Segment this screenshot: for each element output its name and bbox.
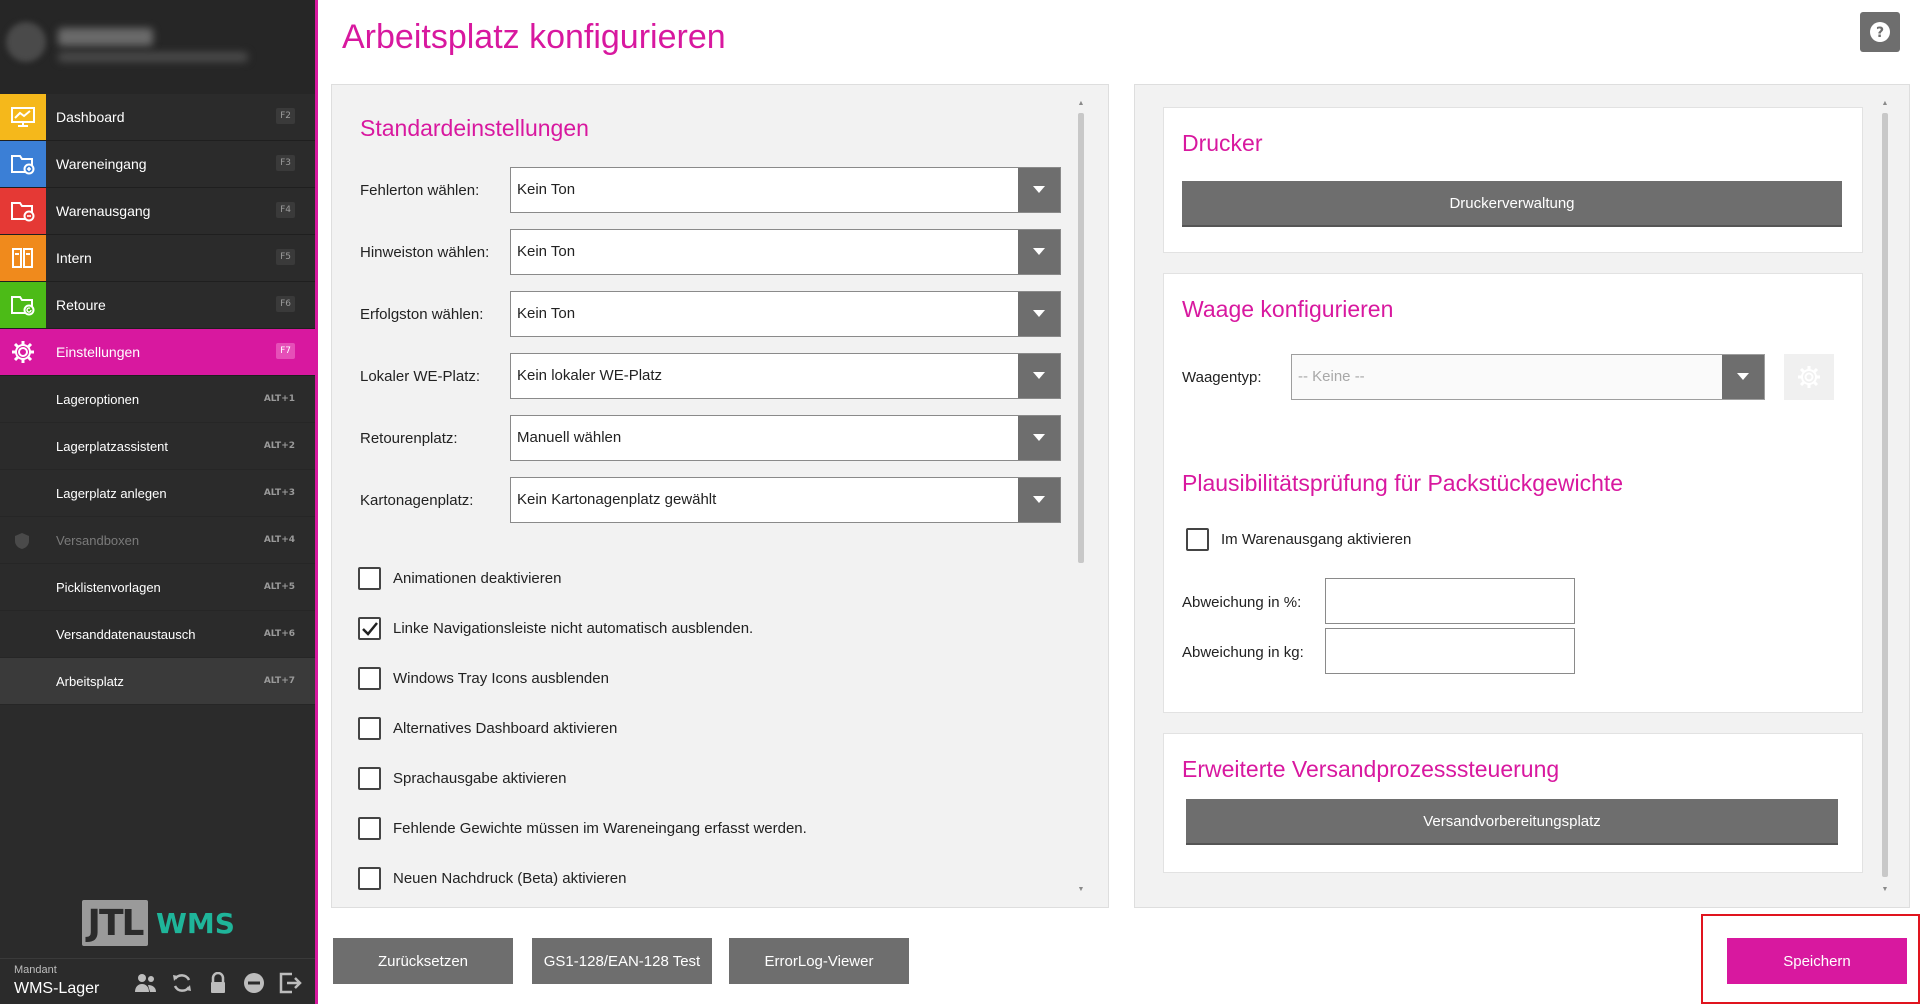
checkbox-label: Linke Navigationsleiste nicht automatisch ausblenden. bbox=[393, 620, 754, 637]
user-info-redacted bbox=[58, 52, 248, 62]
sidebar-item-lagerplatz-anlegen[interactable] bbox=[0, 470, 315, 517]
erweitert-card bbox=[1163, 733, 1863, 873]
gear-icon bbox=[1796, 364, 1822, 390]
checkbox[interactable] bbox=[358, 717, 381, 740]
shortcut-badge: ALT+6 bbox=[263, 629, 295, 639]
retourenplatz-select[interactable] bbox=[510, 415, 1061, 461]
sub-label: Versandboxen bbox=[56, 532, 140, 548]
fehlerton-label: Fehlerton wählen: bbox=[360, 182, 480, 199]
nav-item-intern[interactable] bbox=[0, 235, 315, 282]
checkbox-navigationsleiste[interactable] bbox=[358, 617, 753, 640]
shortcut-badge: F3 bbox=[276, 155, 295, 171]
drucker-title: Drucker bbox=[1182, 130, 1263, 156]
sub-label: Arbeitsplatz bbox=[56, 673, 124, 689]
fehlerton-select[interactable] bbox=[510, 167, 1061, 213]
erfolgston-label: Erfolgston wählen: bbox=[360, 306, 484, 323]
help-button[interactable] bbox=[1860, 12, 1900, 52]
checkmark-icon bbox=[361, 621, 379, 637]
select-value: Kein Ton bbox=[517, 243, 576, 260]
shortcut-badge: ALT+5 bbox=[263, 582, 295, 592]
shortcut-badge: F5 bbox=[276, 249, 295, 265]
page-title: Arbeitsplatz konfigurieren bbox=[342, 18, 726, 56]
sub-label: Lagerplatz anlegen bbox=[56, 485, 167, 501]
checkbox[interactable] bbox=[358, 767, 381, 790]
svg-text:?: ? bbox=[1875, 25, 1885, 41]
select-value: Kein Kartonagenplatz gewählt bbox=[517, 491, 717, 508]
checkbox-label: Im Warenausgang aktivieren bbox=[1221, 531, 1412, 548]
checkbox-tray-icons[interactable] bbox=[358, 667, 609, 690]
logo-jtl: JTL bbox=[82, 900, 148, 946]
checkbox-label: Animationen deaktivieren bbox=[393, 570, 562, 587]
waage-card bbox=[1163, 273, 1863, 713]
nav-label: Wareneingang bbox=[56, 156, 147, 172]
inbound-icon bbox=[0, 141, 46, 187]
plausi-title: Plausibilitätsprüfung für Packstückgewichte bbox=[1182, 470, 1624, 496]
checkbox[interactable] bbox=[358, 817, 381, 840]
right-scrollbar[interactable] bbox=[1880, 99, 1890, 895]
sidebar-item-arbeitsplatz[interactable] bbox=[0, 658, 315, 705]
shortcut-badge: ALT+1 bbox=[263, 394, 295, 404]
checkbox[interactable] bbox=[358, 667, 381, 690]
user-name-redacted bbox=[58, 28, 153, 46]
sync-icon[interactable] bbox=[170, 971, 194, 995]
abweichung-kg-input[interactable] bbox=[1325, 628, 1575, 674]
versandvorbereitungsplatz-button[interactable]: Versandvorbereitungsplatz bbox=[1186, 799, 1838, 845]
checkbox-label: Fehlende Gewichte müssen im Wareneingang erfasst werden. bbox=[393, 820, 807, 837]
gs1-test-button[interactable]: GS1-128/EAN-128 Test bbox=[532, 938, 712, 984]
select-value: -- Keine -- bbox=[1298, 368, 1365, 385]
lokaler-we-platz-select[interactable] bbox=[510, 353, 1061, 399]
kartonagenplatz-select[interactable] bbox=[510, 477, 1061, 523]
lock-icon[interactable] bbox=[206, 971, 230, 995]
shortcut-badge: ALT+4 bbox=[263, 535, 295, 545]
checkbox-animationen[interactable] bbox=[358, 567, 561, 590]
checkbox-label: Windows Tray Icons ausblenden bbox=[393, 670, 609, 687]
checkbox[interactable] bbox=[358, 567, 381, 590]
select-value: Kein Ton bbox=[517, 181, 576, 198]
shortcut-badge: ALT+2 bbox=[263, 441, 295, 451]
scroll-down-icon[interactable]: ▼ bbox=[1077, 886, 1085, 893]
sub-label: Lageroptionen bbox=[56, 391, 140, 407]
jtl-wms-logo bbox=[82, 900, 235, 946]
main-nav bbox=[0, 94, 315, 705]
waage-title: Waage konfigurieren bbox=[1182, 296, 1394, 322]
chevron-down-icon[interactable] bbox=[1018, 416, 1060, 460]
shortcut-badge: F7 bbox=[276, 343, 295, 359]
nav-item-einstellungen[interactable] bbox=[0, 329, 315, 376]
errorlog-viewer-button[interactable]: ErrorLog-Viewer bbox=[729, 938, 909, 984]
nav-label: Retoure bbox=[56, 297, 106, 313]
shield-icon bbox=[14, 532, 30, 553]
waagentyp-label: Waagentyp: bbox=[1182, 369, 1262, 386]
dashboard-icon bbox=[0, 94, 46, 140]
abweichung-prozent-label: Abweichung in %: bbox=[1182, 594, 1302, 611]
scroll-up-icon[interactable]: ▲ bbox=[1881, 100, 1889, 107]
nav-label: Warenausgang bbox=[56, 203, 151, 219]
select-value: Manuell wählen bbox=[517, 429, 622, 446]
sidebar-item-lagerplatzassistent[interactable] bbox=[0, 423, 315, 470]
sidebar-item-versandboxen bbox=[0, 517, 315, 564]
abweichung-kg-label: Abweichung in kg: bbox=[1182, 644, 1304, 661]
checkbox[interactable] bbox=[1186, 528, 1209, 551]
chevron-down-icon[interactable] bbox=[1018, 168, 1060, 212]
lokaler-we-platz-label: Lokaler WE-Platz: bbox=[360, 368, 481, 385]
nav-label: Einstellungen bbox=[56, 344, 141, 360]
drucker-card bbox=[1163, 107, 1863, 253]
logo-wms: WMS bbox=[156, 906, 235, 940]
waagentyp-select[interactable] bbox=[1291, 354, 1765, 400]
reset-button[interactable]: Zurücksetzen bbox=[333, 938, 513, 984]
chevron-down-icon[interactable] bbox=[1018, 230, 1060, 274]
sub-label: Versanddatenaustausch bbox=[56, 626, 196, 642]
sidebar-item-picklistenvorlagen[interactable] bbox=[0, 564, 315, 611]
nav-item-retoure[interactable] bbox=[0, 282, 315, 329]
select-value: Kein lokaler WE-Platz bbox=[517, 367, 663, 384]
sidebar-item-lageroptionen[interactable] bbox=[0, 376, 315, 423]
sidebar-footer bbox=[0, 958, 315, 1004]
scroll-down-icon[interactable]: ▼ bbox=[1881, 886, 1889, 893]
druckerverwaltung-button[interactable]: Druckerverwaltung bbox=[1182, 181, 1842, 227]
help-icon bbox=[1869, 21, 1891, 43]
user-header bbox=[0, 0, 315, 94]
logout-icon[interactable] bbox=[278, 971, 302, 995]
nav-label: Intern bbox=[56, 250, 92, 266]
waage-settings-button[interactable] bbox=[1784, 354, 1834, 400]
select-value: Kein Ton bbox=[517, 305, 576, 322]
hinweiston-label: Hinweiston wählen: bbox=[360, 244, 490, 261]
checkbox-nachdruck[interactable] bbox=[358, 867, 626, 890]
kartonagenplatz-label: Kartonagenplatz: bbox=[360, 492, 474, 509]
sub-label: Lagerplatzassistent bbox=[56, 438, 169, 454]
erweitert-title: Erweiterte Versandprozesssteuerung bbox=[1182, 756, 1560, 782]
outbound-icon bbox=[0, 188, 46, 234]
checkbox-label: Neuen Nachdruck (Beta) aktivieren bbox=[393, 870, 627, 887]
checkbox[interactable] bbox=[358, 867, 381, 890]
chevron-down-icon[interactable] bbox=[1018, 354, 1060, 398]
users-icon[interactable] bbox=[134, 971, 158, 995]
checkbox-label: Sprachausgabe aktivieren bbox=[393, 770, 567, 787]
standard-settings-title: Standardeinstellungen bbox=[360, 115, 589, 141]
shortcut-badge: F6 bbox=[276, 296, 295, 312]
sidebar bbox=[0, 0, 318, 1004]
nav-label: Dashboard bbox=[56, 109, 125, 125]
scroll-up-icon[interactable]: ▲ bbox=[1077, 100, 1085, 107]
intern-icon bbox=[0, 235, 46, 281]
hinweiston-select[interactable] bbox=[510, 229, 1061, 275]
sidebar-item-versanddatenaustausch[interactable] bbox=[0, 611, 315, 658]
retourenplatz-label: Retourenplatz: bbox=[360, 430, 458, 447]
mandant-value: WMS-Lager bbox=[14, 980, 100, 997]
return-icon bbox=[0, 282, 46, 328]
shortcut-badge: F2 bbox=[276, 108, 295, 124]
checkbox-warenausgang-aktivieren[interactable] bbox=[1186, 528, 1411, 551]
checkbox-label: Alternatives Dashboard aktivieren bbox=[393, 720, 618, 737]
mandant-label: Mandant bbox=[14, 964, 57, 976]
nav-item-warenausgang[interactable] bbox=[0, 188, 315, 235]
nav-item-wareneingang[interactable] bbox=[0, 141, 315, 188]
checkbox-alt-dashboard[interactable] bbox=[358, 717, 617, 740]
shortcut-badge: ALT+3 bbox=[263, 488, 295, 498]
checkbox-sprachausgabe[interactable] bbox=[358, 767, 566, 790]
abweichung-prozent-input[interactable] bbox=[1325, 578, 1575, 624]
erfolgston-select[interactable] bbox=[510, 291, 1061, 337]
chevron-down-icon[interactable] bbox=[1018, 478, 1060, 522]
save-button[interactable]: Speichern bbox=[1727, 938, 1907, 984]
checkbox-fehlende-gewichte[interactable] bbox=[358, 817, 807, 840]
gear-icon bbox=[0, 329, 46, 375]
avatar bbox=[6, 22, 46, 62]
minimize-icon[interactable] bbox=[242, 971, 266, 995]
nav-item-dashboard[interactable] bbox=[0, 94, 315, 141]
chevron-down-icon[interactable] bbox=[1722, 355, 1764, 399]
shortcut-badge: ALT+7 bbox=[263, 676, 295, 686]
scroll-thumb[interactable] bbox=[1882, 113, 1888, 877]
left-scrollbar[interactable] bbox=[1076, 99, 1086, 895]
sub-label: Picklistenvorlagen bbox=[56, 579, 161, 595]
scroll-thumb[interactable] bbox=[1078, 113, 1084, 563]
chevron-down-icon[interactable] bbox=[1018, 292, 1060, 336]
device-settings-panel bbox=[1134, 84, 1910, 908]
checkbox-checked[interactable] bbox=[358, 617, 381, 640]
shortcut-badge: F4 bbox=[276, 202, 295, 218]
standard-settings-panel bbox=[331, 84, 1109, 908]
